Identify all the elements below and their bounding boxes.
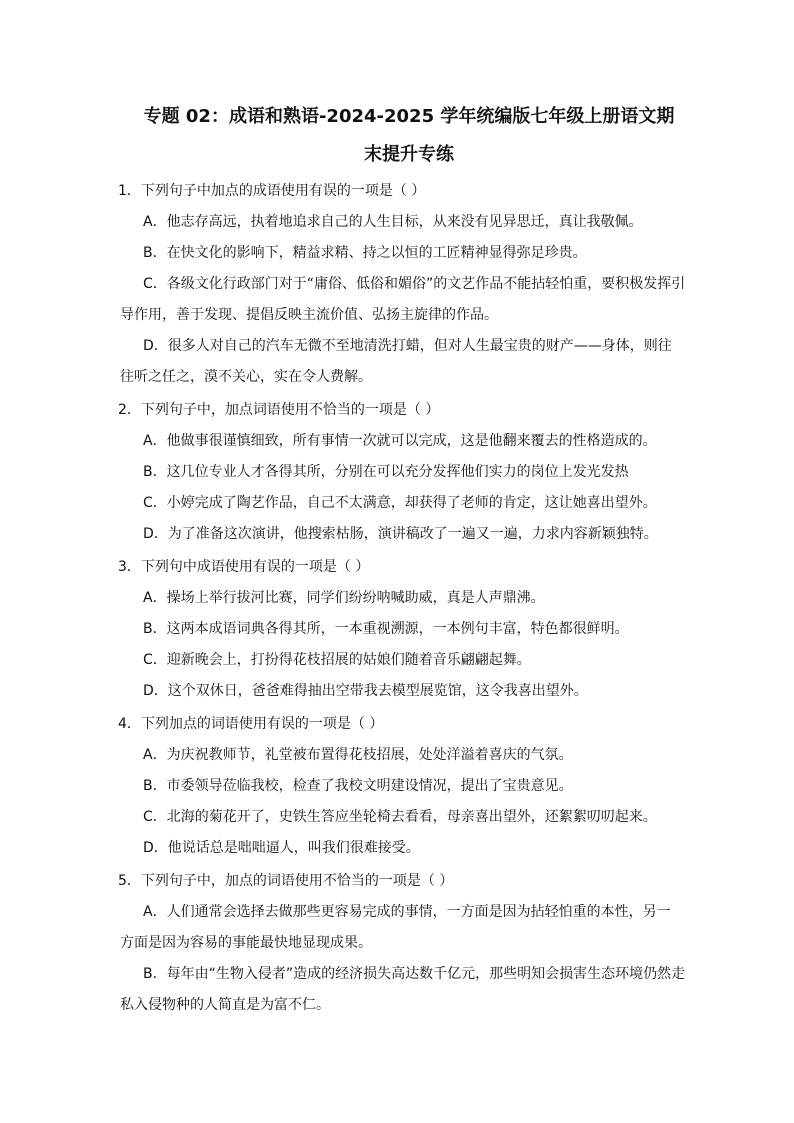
question-stem [118,552,698,583]
option-key: B． [143,966,167,982]
option-key: C． [143,276,167,292]
question-text: 下列句中成语使用有误的一项是（ ） [140,559,370,575]
question-stem [118,176,698,207]
option-c [120,802,698,833]
option-key: C． [143,809,167,825]
option-text: 他做事很谨慎细致，所有事情一次就可以完成，这是他翻来覆去的性格造成的。 [166,433,657,449]
option-a [120,897,698,928]
question-number: 4． [118,716,141,732]
option-text: 操场上举行拔河比赛，同学们纷纷呐喊助威，真是人声鼎沸。 [166,590,545,606]
option-key: A． [143,214,167,230]
option-key: A． [143,904,167,920]
option-key: B． [143,245,167,261]
option-text: 迎新晚会上，打扮得花枝招展的姑娘们随着音乐翩翩起舞。 [166,652,531,668]
option-b [120,959,698,990]
option-text: 很多人对自己的汽车无微不至地清洗打蜡，但对人生最宝贵的财产——身体，则往 [167,338,672,354]
option-key: D． [143,526,168,542]
option-text: 北海的菊花开了，史铁生答应坐轮椅去看看，母亲喜出望外，还絮絮叨叨起来。 [166,809,657,825]
question-text: 下列句子中，加点的词语使用不恰当的一项是（ ） [140,873,454,889]
option-c-continued [120,300,698,331]
option-b [120,457,698,488]
question-stem [118,866,698,897]
option-key: C． [143,495,167,511]
option-a [120,740,698,771]
question-number: 1． [118,183,141,199]
option-text: 这个双休日，爸爸难得抽出空带我去模型展览馆，这令我喜出望外。 [167,683,588,699]
option-b-continued [120,990,698,1021]
question-5 [120,866,698,1021]
option-key: D． [143,338,168,354]
option-a [120,426,698,457]
option-key: A． [143,590,167,606]
question-stem [118,395,698,426]
question-number: 3． [118,559,141,575]
option-c [120,269,698,300]
document-title [120,98,698,174]
option-text: 小婷完成了陶艺作品，自己不太满意，却获得了老师的肯定，这让她喜出望外。 [166,495,657,511]
option-c [120,488,698,519]
option-d [120,519,698,550]
question-text: 下列句子中，加点词语使用不恰当的一项是（ ） [140,402,440,418]
option-key: B． [143,778,167,794]
option-text: 导作用，善于发现、提倡反映主流价值、弘扬主旋律的作品。 [120,307,498,323]
option-key: D． [143,683,168,699]
option-b [120,614,698,645]
option-text: 往听之任之，漠不关心，实在令人费解。 [120,369,372,385]
option-text: 在快文化的影响下，精益求精、持之以恒的工匠精神显得弥足珍贵。 [166,245,587,261]
option-text: 他说话总是咄咄逼人，叫我们很难接受。 [167,840,420,856]
option-key: A． [143,433,167,449]
title-line-2: 末提升专练 [364,144,454,165]
question-number: 2． [118,402,141,418]
option-text: 各级文化行政部门对于“庸俗、低俗和媚俗”的文艺作品不能拈轻怕重，要积极发挥引 [166,276,686,292]
question-text: 下列句子中加点的成语使用有误的一项是（ ） [140,183,426,199]
option-key: D． [143,840,168,856]
option-d [120,331,698,362]
option-b [120,238,698,269]
option-d-continued [120,362,698,393]
question-1 [120,176,698,393]
option-text: 方面是因为容易的事能最快地显现成果。 [120,935,372,951]
option-text: 为庆祝教师节，礼堂被布置得花枝招展，处处洋溢着喜庆的气氛。 [166,747,573,763]
option-text: 为了准备这次演讲，他搜索枯肠，演讲稿改了一遍又一遍，力求内容新颖独特。 [167,526,658,542]
option-key: A． [143,747,167,763]
option-text: 这几位专业人才各得其所，分别在可以充分发挥他们实力的岗位上发光发热 [166,464,629,480]
question-number: 5． [118,873,141,889]
option-text: 他志存高远，执着地追求自己的人生目标，从来没有见异思迁，真让我敬佩。 [166,214,643,230]
option-text: 每年由“生物入侵者”造成的经济损失高达数千亿元，那些明知会损害生态环境仍然走 [166,966,686,982]
question-stem [118,709,698,740]
option-d [120,833,698,864]
option-b [120,771,698,802]
option-a-continued [120,928,698,959]
option-key: B． [143,621,167,637]
option-text: 私入侵物种的人简直是为富不仁。 [120,997,330,1013]
option-a [120,583,698,614]
question-text: 下列加点的词语使用有误的一项是（ ） [140,716,384,732]
option-key: B． [143,464,167,480]
question-2 [120,395,698,550]
option-c [120,645,698,676]
option-text: 这两本成语词典各得其所，一本重视溯源，一本例句丰富，特色都很鲜明。 [166,621,629,637]
option-text: 市委领导莅临我校，检查了我校文明建设情况，提出了宝贵意见。 [166,778,573,794]
question-3 [120,552,698,707]
title-line-1: 专题 02：成语和熟语-2024-2025 学年统编版七年级上册语文期 [143,106,675,127]
option-text: 人们通常会选择去做那些更容易完成的事情，一方面是因为拈轻怕重的本性，另一 [166,904,671,920]
question-4 [120,709,698,864]
option-key: C． [143,652,167,668]
option-a [120,207,698,238]
option-d [120,676,698,707]
